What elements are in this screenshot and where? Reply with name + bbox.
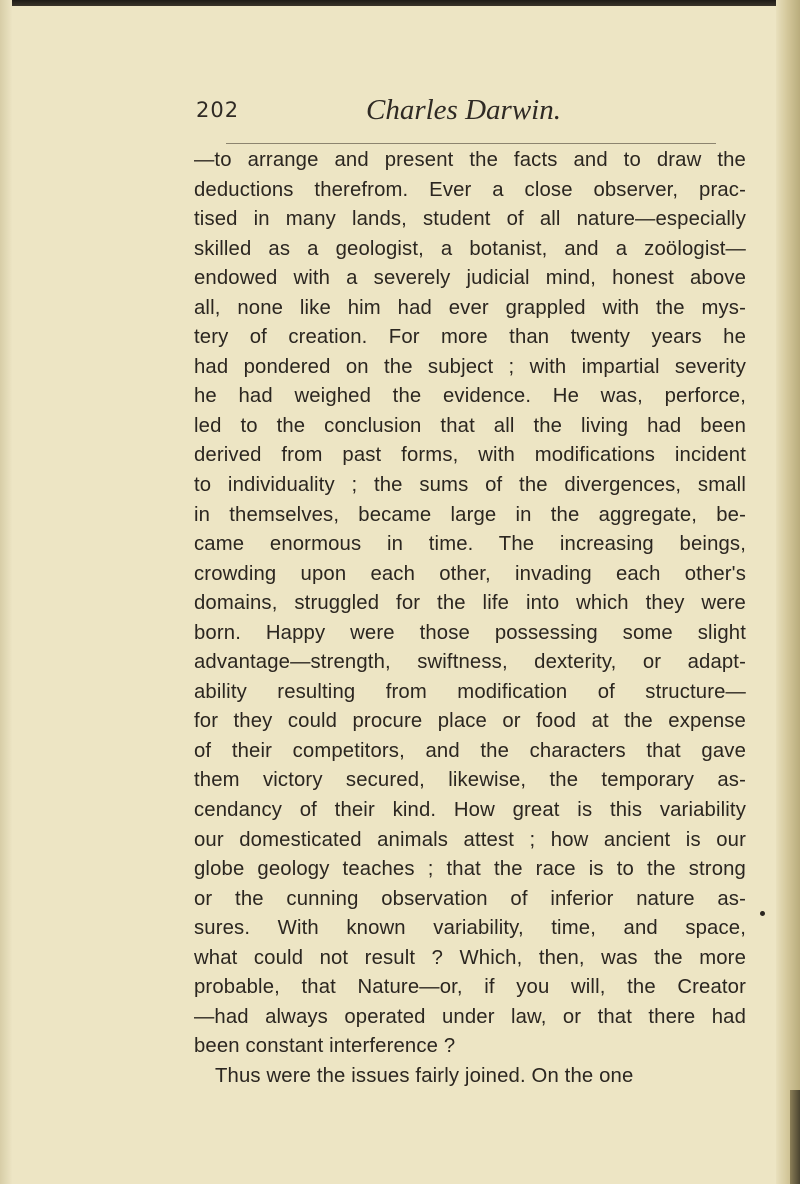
text-line: crowding upon each other, invading each other's [194, 562, 746, 585]
text-line: deductions therefrom. Ever a close observer, prac- [194, 178, 746, 201]
page-header [196, 94, 716, 134]
text-line: advantage—strength, swiftness, dexterity, or adapt- [194, 651, 746, 674]
text-line: them victory secured, likewise, the temporary as- [194, 769, 746, 792]
margin-mark [760, 911, 765, 916]
text-line: he had weighed the evidence. He was, perforce, [194, 385, 746, 408]
text-line: tery of creation. For more than twenty years he [194, 326, 746, 349]
text-line: came enormous in time. The increasing beings, [194, 533, 746, 556]
text-line: what could not result ? Which, then, was the more [194, 946, 746, 969]
header-rule [226, 143, 716, 144]
page-left-edge [0, 0, 12, 1184]
body-text [194, 146, 746, 1092]
text-line: in themselves, became large in the aggregate, be- [194, 503, 746, 526]
text-line: probable, that Nature—or, if you will, the Creator [194, 976, 746, 999]
text-line: skilled as a geologist, a botanist, and a zoölogist— [194, 237, 746, 260]
text-line: or the cunning observation of inferior nature as- [194, 887, 746, 910]
running-title: Charles Darwin. [366, 94, 561, 126]
text-line: cendancy of their kind. How great is this variability [194, 799, 746, 822]
page-number: 202 [196, 98, 240, 122]
text-line: sures. With known variability, time, and space, [194, 917, 746, 940]
text-line: —had always operated under law, or that there had [194, 1005, 746, 1028]
text-line: derived from past forms, with modifications incident [194, 444, 746, 467]
text-line: had pondered on the subject ; with impartial severity [194, 355, 746, 378]
text-line: —to arrange and present the facts and to draw the [194, 149, 746, 171]
text-line: tised in many lands, student of all nature—especially [194, 208, 746, 231]
text-line: for they could procure place or food at the expense [194, 710, 746, 733]
paragraph-start-line: Thus were the issues fairly joined. On the one [215, 1064, 634, 1087]
page-right-edge [776, 0, 800, 1184]
page-top-edge [0, 0, 800, 6]
text-line: all, none like him had ever grappled with the mys- [194, 296, 746, 319]
page-corner-shadow [790, 1090, 800, 1184]
text-line: endowed with a severely judicial mind, honest above [194, 267, 746, 290]
text-line: led to the conclusion that all the living had been [194, 414, 746, 437]
text-line: born. Happy were those possessing some slight [194, 621, 746, 644]
text-line: been constant interference ? [194, 1035, 456, 1058]
text-line: ability resulting from modification of structure— [194, 680, 746, 703]
text-line: domains, struggled for the life into which they were [194, 592, 746, 615]
text-line: globe geology teaches ; that the race is to the strong [194, 858, 746, 881]
text-line: to individuality ; the sums of the divergences, small [194, 474, 746, 497]
text-line: our domesticated animals attest ; how ancient is our [194, 828, 746, 851]
text-line: of their competitors, and the characters that gave [194, 739, 746, 762]
